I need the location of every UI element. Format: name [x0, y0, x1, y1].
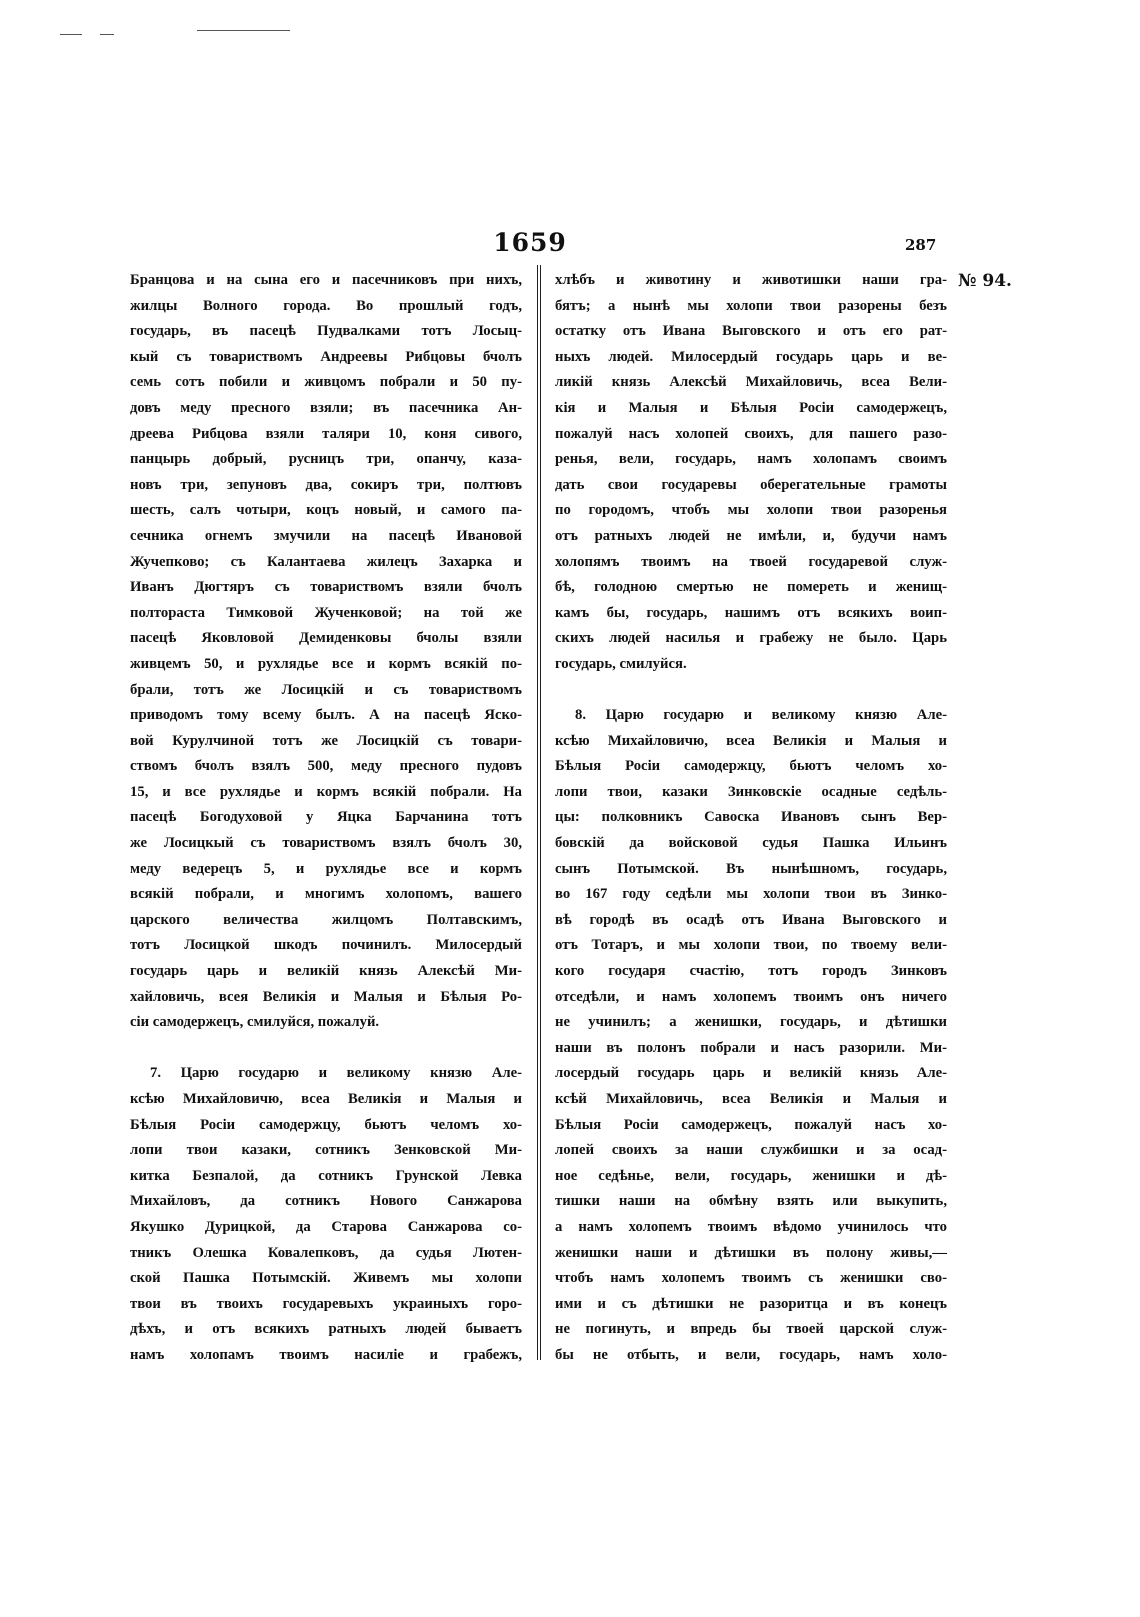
text-line: цы: полковникъ Савоска Ивановъ сынъ Вер-: [555, 809, 947, 826]
text-line: отседѣли, и намъ холопемъ твоимъ онъ ничего: [555, 988, 947, 1005]
text-line: кого государя счастію, тотъ городъ Зинковъ: [555, 963, 947, 980]
text-line: остатку отъ Ивана Выговского и отъ его рат-: [555, 323, 947, 340]
text-line: китка Безпалой, да сотникъ Грунской Левка: [130, 1167, 522, 1184]
text-line: панцырь добрый, русницъ три, опанчу, каза-: [130, 451, 522, 468]
text-line: ими и съ дѣтишки не разоритца и въ конецъ: [555, 1295, 947, 1312]
text-line: сіи самодержецъ, смилуйся, пожалуй.: [130, 1014, 380, 1031]
text-line: бятъ; а нынѣ мы холопи твои разорены безъ: [555, 297, 947, 314]
paragraph-continued: [555, 268, 947, 678]
text-line: холопямъ твоимъ на твоей государевой служ-: [555, 553, 947, 570]
text-line: жилцы Волного города. Во прошлый годъ,: [130, 297, 522, 314]
paragraph-continued: [130, 268, 522, 1036]
text-line: пасецѣ Богодуховой у Яцка Барчанина тотъ: [130, 809, 522, 826]
text-line: тотъ Лосицкой шкодъ починилъ. Милосердый: [130, 937, 522, 954]
text-line: дать свои государевы оберегательные грамоты: [555, 476, 947, 493]
text-line: тникъ Олешка Ковалепковъ, да судья Лютен-: [130, 1244, 522, 1261]
text-line: ликій князь Алексѣй Михайловичь, всеа Вели-: [555, 374, 947, 391]
text-line: пасецѣ Яковловой Демиденковы бчолы взяли: [130, 630, 522, 647]
text-line: довъ меду пресного взяли; въ пасечника Ан-: [130, 399, 522, 416]
text-line: не учинилъ; а женишки, государь, и дѣтишки: [555, 1014, 947, 1031]
text-line: ное седѣнье, вели, государь, женишки и дѣ-: [555, 1167, 947, 1184]
scan-mark: [60, 34, 82, 35]
text-line: вой Курулчиной тотъ же Лосицкій съ товари-: [130, 732, 522, 749]
text-line: ксѣю Михайловичю, всеа Великія и Малыя и: [130, 1091, 522, 1107]
petition-8: [555, 703, 947, 1368]
text-line: государь, смилуйся.: [555, 655, 687, 672]
text-line: чтобъ намъ холопемъ твоимъ съ женишки сво-: [555, 1270, 947, 1287]
text-line: Михайловъ, да сотникъ Нового Санжарова: [130, 1193, 522, 1210]
left-column: [130, 268, 522, 1369]
text-line: ныхъ людей. Милосердый государь царь и ве-: [555, 348, 947, 365]
text-line: полтораста Тимковой Жученковой; на той же: [130, 604, 522, 621]
text-line: отъ Тотаръ, и мы холопи твои, по твоему вели-: [555, 937, 947, 954]
text-line: лопей своихъ за наши службишки и за осад-: [555, 1142, 947, 1159]
text-line: же Лосицкый съ товариствомъ взялъ бчолъ 30,: [130, 835, 522, 852]
text-line: бовскій да войсковой судья Пашка Ильинъ: [555, 835, 947, 852]
page-number: 287: [905, 236, 937, 254]
petition-7: [130, 1061, 522, 1368]
text-line: шесть, салъ чотыри, коцъ новый, и самого па-: [130, 502, 522, 519]
text-line: а намъ холопемъ твоимъ вѣдомо учинилось что: [555, 1218, 947, 1235]
text-line: живцемъ 50, и рухлядье все и кормъ всякій по-: [130, 655, 522, 672]
text-line: ренья, вели, государь, намъ холопамъ своимъ: [555, 451, 947, 468]
scan-mark: [100, 34, 114, 35]
text-line: лопи твои казаки, сотникъ Зенковской Ми-: [130, 1142, 522, 1159]
text-line: Жучепково; съ Калантаева жилецъ Захарка и: [130, 553, 522, 570]
text-line: наши въ полонъ побрали и насъ разорили. Ми-: [555, 1039, 947, 1056]
text-line: бѣ, голодною смертью не помереть и женищ-: [555, 579, 947, 596]
scan-mark: [197, 30, 290, 31]
right-column: [555, 268, 947, 1369]
text-line: государь, въ пасецѣ Пудвалками тотъ Лосыц-: [130, 323, 522, 340]
text-line: всякій побрали, и многимъ холопомъ, вашего: [130, 886, 522, 903]
text-line: меду ведерецъ 5, и рухлядье все и кормъ: [130, 860, 522, 877]
text-line: Иванъ Дюгтяръ съ товариствомъ взяли бчолъ: [130, 579, 522, 596]
text-line: лопи твои, казаки Зинковскіе осадные седѣль-: [555, 783, 947, 800]
text-line: ской Пашка Потымскій. Живемъ мы холопи: [130, 1270, 522, 1287]
text-line: намъ холопамъ твоимъ насиліе и грабежъ,: [130, 1346, 522, 1363]
text-line: кія и Малыя и Бѣлыя Росіи самодержецъ,: [555, 399, 947, 416]
text-line: Бѣлыя Росіи самодержецъ, пожалуй насъ хо-: [555, 1116, 947, 1133]
text-line: Бѣлыя Росіи самодержцу, бьютъ челомъ хо-: [555, 758, 947, 775]
margin-document-number: № 94.: [958, 271, 1012, 291]
text-line: лосердый государь царь и великій князь Але-: [555, 1065, 947, 1082]
text-line: тишки наши на обмѣну взять или выкупить,: [555, 1193, 947, 1210]
text-line: кый съ товариствомъ Андреевы Рибцовы бчолъ: [130, 348, 522, 365]
text-line: царского величества жилцомъ Полтавскимъ,: [130, 911, 522, 928]
text-line: женишки наши и дѣтишки въ полону живы,—: [555, 1244, 947, 1261]
text-line: вѣ городѣ въ осадѣ отъ Ивана Выговского и: [555, 911, 947, 928]
text-line: 15, и все рухлядье и кормъ всякій побрали. На: [130, 783, 522, 800]
column-divider: [540, 265, 541, 1360]
running-header-year: 1659: [493, 228, 567, 257]
text-line: Бранцова и на сына его и пасечниковъ при нихъ,: [130, 272, 522, 288]
text-line: по городомъ, чтобъ мы холопи твои разоренья: [555, 502, 947, 519]
text-line: приводомъ тому всему былъ. А на пасецѣ Яско-: [130, 707, 522, 724]
text-line: 7. Царю государю и великому князю Але-: [150, 1065, 522, 1082]
text-line: брали, тотъ же Лосицкій и съ товариствомъ: [130, 681, 522, 698]
text-line: ксѣю Михайловичю, всеа Великія и Малыя и: [555, 732, 947, 749]
text-line: ксѣй Михайловичь, всеа Великія и Малыя и: [555, 1091, 947, 1107]
text-line: дѣхъ, и отъ всякихъ ратныхъ людей бываетъ: [130, 1321, 522, 1338]
text-line: пожалуй насъ холопей своихъ, для пашего разо-: [555, 425, 947, 442]
text-line: твои въ твоихъ государевыхъ украиныхъ горо-: [130, 1295, 522, 1312]
text-line: сечника огнемъ змучили на пасецѣ Ивановой: [130, 527, 522, 544]
text-line: ствомъ бчолъ взялъ 500, меду пресного пудовъ: [130, 758, 522, 775]
text-line: сынъ Потымской. Въ нынѣшномъ, государь,: [555, 860, 947, 877]
text-line: новъ три, зепуновъ два, сокиръ три, полтювъ: [130, 476, 522, 493]
text-line: скихъ людей насилья и грабежу не было. Царь: [555, 630, 947, 647]
text-line: отъ ратныхъ людей не имѣли, и, будучи намъ: [555, 527, 947, 544]
text-line: 8. Царю государю и великому князю Але-: [575, 707, 947, 724]
column-divider: [537, 265, 538, 1360]
text-line: бы не отбыть, и вели, государь, намъ холо-: [555, 1346, 947, 1363]
text-line: семь сотъ побили и живцомъ побрали и 50 пу-: [130, 374, 522, 391]
text-line: Бѣлыя Росіи самодержцу, бьютъ челомъ хо-: [130, 1116, 522, 1133]
text-line: камъ бы, государь, нашимъ отъ всякихъ воип-: [555, 604, 947, 621]
text-line: хайловичь, всея Великія и Малыя и Бѣлыя Ро-: [130, 988, 522, 1005]
text-line: дреева Рибцова взяли таляри 10, коня сивого,: [130, 425, 522, 442]
text-line: не погинуть, и впредь бы твоей царской служ-: [555, 1321, 947, 1338]
text-line: во 167 году седѣли мы холопи твои въ Зинко-: [555, 886, 947, 903]
text-line: хлѣбъ и животину и животишки наши гра-: [555, 272, 947, 288]
text-line: Якушко Дурицкой, да Старова Санжарова со-: [130, 1218, 522, 1235]
text-line: государь царь и великій князь Алексѣй Ми-: [130, 963, 522, 980]
